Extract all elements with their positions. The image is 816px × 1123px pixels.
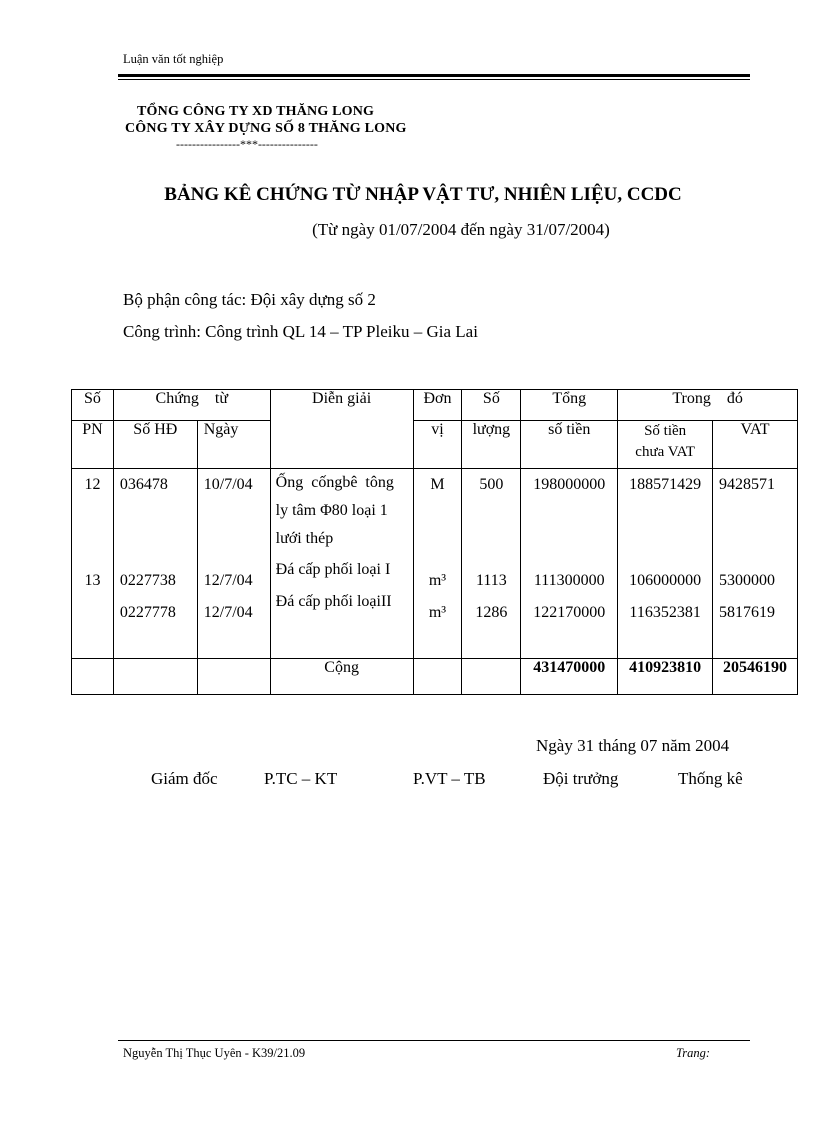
table-header-row-2 (72, 421, 798, 469)
pn-line (72, 501, 113, 533)
separator: ----------------***--------------- (176, 137, 318, 151)
col-header-don: Đơn (413, 390, 462, 421)
total-cell-empty (72, 659, 114, 695)
signing-date: Ngày 31 tháng 07 năm 2004 (536, 736, 730, 755)
cell-don-vi (413, 469, 462, 659)
so-hd-line: 0227738 (119, 572, 176, 589)
signature-statistician: Thống kê (678, 769, 743, 788)
col-header-so-luong: Số (462, 390, 521, 421)
col-header-so-tien: số tiền (521, 421, 618, 469)
total-label: Cộng (270, 659, 413, 695)
col-header-chua-vat (618, 421, 713, 469)
col-header-trong-do: Trong đó (618, 390, 798, 421)
pn-line (72, 533, 113, 565)
running-header: Luận văn tốt nghiệp (123, 52, 224, 66)
ngay-line: 10/7/04 (203, 476, 253, 493)
cell-tong (521, 469, 618, 659)
chua-vat-line: 116352381 (629, 604, 701, 621)
col-header-chua-vat-line2: chưa VAT (635, 444, 695, 460)
so-hd-line: 0227778 (119, 604, 176, 621)
tong-line (521, 533, 617, 565)
table-body-row (72, 469, 798, 659)
parent-company-name: TỔNG CÔNG TY XD THĂNG LONG (137, 104, 375, 119)
document-period: (Từ ngày 01/07/2004 đến ngày 31/07/2004) (312, 220, 610, 239)
vat-line (719, 533, 797, 565)
document-title: BẢNG KÊ CHỨNG TỪ NHẬP VẬT TƯ, NHIÊN LIỆU, CCDC (164, 184, 682, 205)
so-luong-line (462, 501, 520, 533)
tong-line: 198000000 (533, 476, 606, 493)
col-header-dien-giai: Diễn giải (270, 390, 413, 469)
total-row (72, 659, 798, 695)
ngay-line (204, 501, 270, 533)
total-cell-empty (197, 659, 270, 695)
pn-line: 13 (84, 572, 101, 589)
vat-line: 5300000 (719, 572, 776, 589)
total-tong: 431470000 (521, 659, 618, 695)
pn-line (72, 597, 113, 629)
footer-author: Nguyễn Thị Thục Uyên - K39/21.09 (123, 1046, 306, 1060)
cell-ngay (197, 469, 270, 659)
signature-supplies: P.VT – TB (413, 769, 486, 788)
tong-line (521, 501, 617, 533)
header-rule-thin (118, 79, 750, 80)
signature-finance: P.TC – KT (264, 769, 338, 788)
col-header-tong: Tổng (521, 390, 618, 421)
so-luong-line (462, 533, 520, 565)
col-header-vi: vị (413, 421, 462, 469)
table-header-row-1 (72, 390, 798, 421)
dien-giai-line: ly tâm Φ80 loại 1 (275, 502, 388, 519)
cell-pn (72, 469, 114, 659)
cell-vat (713, 469, 798, 659)
col-header-chung-tu: Chứng từ (113, 390, 270, 421)
ngay-line (204, 533, 270, 565)
col-header-so: Số (72, 390, 114, 421)
project-line: Công trình: Công trình QL 14 – TP Pleiku – Gia Lai (123, 322, 478, 341)
so-luong-line: 1113 (475, 572, 507, 589)
total-cell-empty (462, 659, 521, 695)
tong-line: 122170000 (533, 604, 606, 621)
total-cell-empty (113, 659, 197, 695)
so-hd-line (120, 533, 197, 565)
vat-line (719, 501, 797, 533)
don-vi-line: m³ (428, 572, 447, 589)
ngay-line: 12/7/04 (203, 572, 253, 589)
signature-team-leader: Đội trưởng (543, 769, 619, 788)
don-vi-line (414, 501, 462, 533)
so-hd-line: 036478 (119, 476, 168, 493)
dien-giai-line: Đá cấp phối loại I (275, 561, 391, 578)
dien-giai-line: Ống cốngbê tông (275, 474, 394, 491)
so-hd-line (120, 501, 197, 533)
signature-director: Giám đốc (151, 769, 218, 788)
vat-line: 5817619 (719, 604, 776, 621)
total-chua-vat: 410923810 (618, 659, 713, 695)
header-rule-thick (118, 74, 750, 77)
total-cell-empty (413, 659, 462, 695)
so-luong-line: 500 (479, 476, 504, 493)
col-header-ngay: Ngày (197, 421, 270, 469)
don-vi-line: m³ (428, 604, 447, 621)
vat-line: 9428571 (719, 476, 776, 493)
company-name: CÔNG TY XÂY DỰNG SỐ 8 THĂNG LONG (125, 121, 407, 136)
dien-giai-line: lưới thép (275, 530, 334, 547)
department-line: Bộ phận công tác: Đội xây dựng số 2 (123, 290, 376, 309)
col-header-pn: PN (72, 421, 114, 469)
cell-chua-vat (618, 469, 713, 659)
cell-so-luong (462, 469, 521, 659)
ngay-line: 12/7/04 (203, 604, 253, 621)
footer-rule (118, 1040, 750, 1041)
col-header-luong: lượng (462, 421, 521, 469)
total-vat: 20546190 (713, 659, 798, 695)
col-header-vat: VAT (713, 421, 798, 469)
chua-vat-line (618, 533, 712, 565)
voucher-table (71, 389, 798, 695)
so-luong-line: 1286 (475, 604, 508, 621)
cell-so-hd (113, 469, 197, 659)
tong-line: 111300000 (533, 572, 605, 589)
col-header-so-hd: Số HĐ (113, 421, 197, 469)
col-header-chua-vat-line1: Số tiền (644, 423, 687, 439)
chua-vat-line: 106000000 (629, 572, 702, 589)
footer-page-label: Trang: (676, 1046, 711, 1060)
chua-vat-line (618, 501, 712, 533)
cell-dien-giai (270, 469, 413, 659)
pn-line: 12 (84, 476, 101, 493)
chua-vat-line: 188571429 (629, 476, 702, 493)
don-vi-line: M (430, 476, 445, 493)
dien-giai-line: Đá cấp phối loạiII (275, 593, 392, 610)
don-vi-line (414, 533, 462, 565)
